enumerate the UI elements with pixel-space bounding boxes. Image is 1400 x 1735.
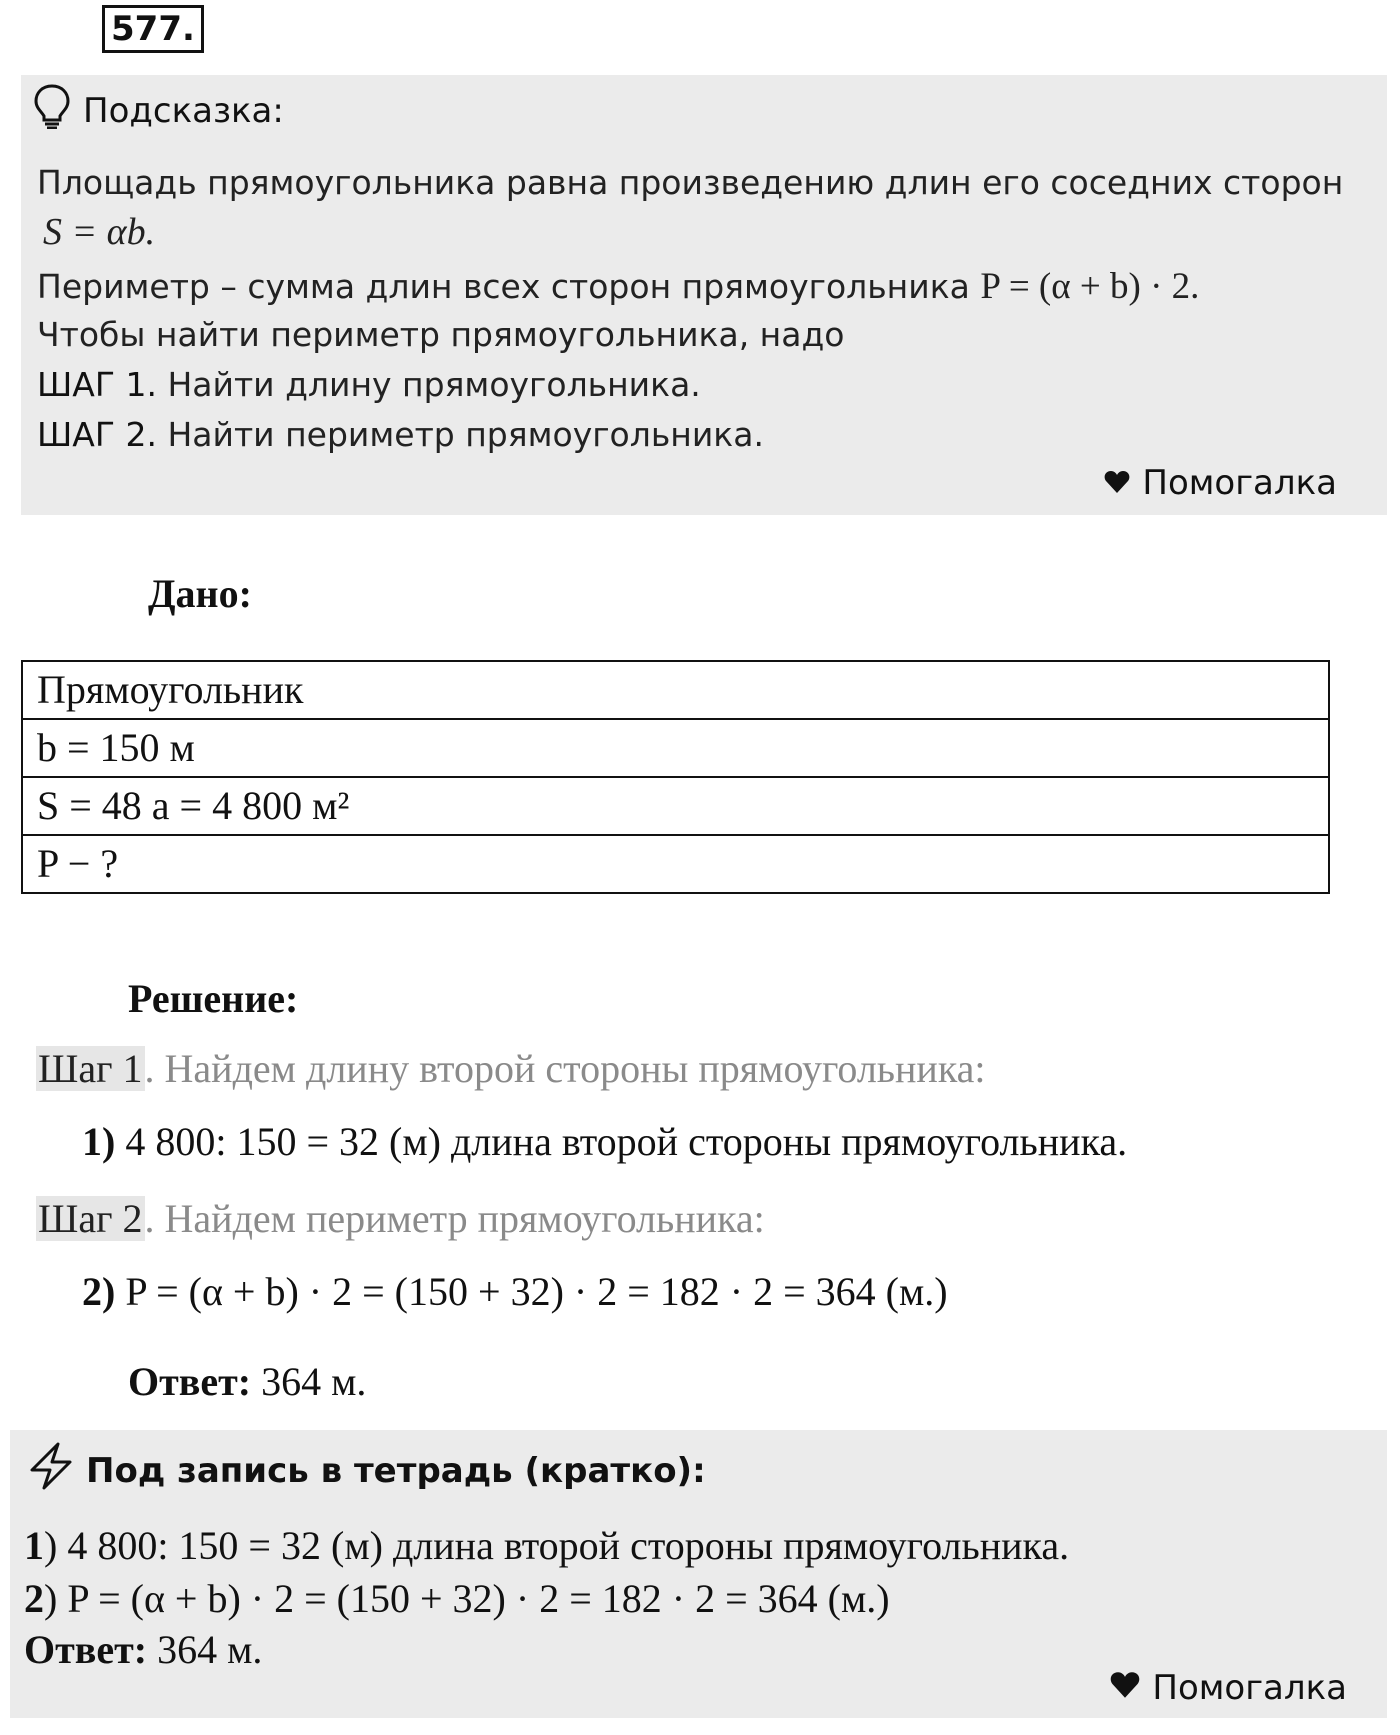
given-row-1: Прямоугольник <box>22 661 1329 719</box>
given-row-4: P − ? <box>22 835 1329 893</box>
hint-brand <box>1104 463 1337 503</box>
step-1-tag: Шаг 1 <box>38 1046 143 1091</box>
calc-2: 2) P = (α + b) · 2 = (150 + 32) · 2 = 182 · 2 = 364 (м.) <box>82 1269 948 1314</box>
hint-formula-area: S = αb. <box>43 211 156 253</box>
hint-step-1: ШАГ 1. Найти длину прямоугольника. <box>37 365 701 404</box>
given-row-3: S = 48 а = 4 800 м² <box>22 777 1329 835</box>
brand-label: Помогалка <box>1142 463 1337 503</box>
task-number: 577. <box>102 5 204 53</box>
short-line-1: 1) 4 800: 150 = 32 (м) длина второй стороны прямоугольника. <box>24 1523 1070 1568</box>
short-brand <box>1110 1668 1347 1708</box>
hint-title: Подсказка: <box>83 90 284 131</box>
short-notes-box <box>10 1430 1387 1718</box>
short-answer: Ответ: 364 м. <box>24 1627 263 1672</box>
hint-formula-perimeter: P = (α + b) · 2. <box>980 266 1200 307</box>
hint-box <box>21 75 1387 515</box>
solution-answer: Ответ: 364 м. <box>128 1359 367 1404</box>
lightning-icon <box>28 1442 86 1499</box>
table-row <box>22 777 1329 835</box>
table-row <box>22 835 1329 893</box>
calc-1: 1) 4 800: 150 = 32 (м) длина второй стороны прямоугольника. <box>82 1119 1128 1164</box>
heart-icon <box>1104 463 1142 503</box>
hint-header <box>33 83 284 138</box>
solution-step-2: Шаг 2. Найдем периметр прямоугольника: <box>38 1196 765 1241</box>
short-line-2: 2) P = (α + b) · 2 = (150 + 32) · 2 = 182 · 2 = 364 (м.) <box>24 1576 890 1621</box>
solution-step-1: Шаг 1. Найдем длину второй стороны прямоугольника: <box>38 1046 986 1091</box>
hint-line-3: Периметр – сумма длин всех сторон прямоугольника P = (α + b) · 2. <box>37 266 1200 307</box>
solution-title: Решение: <box>128 976 299 1021</box>
hint-step-2: ШАГ 2. Найти периметр прямоугольника. <box>37 415 764 454</box>
short-header <box>28 1442 706 1499</box>
table-row <box>22 719 1329 777</box>
short-title: Под запись в тетрадь (кратко): <box>86 1450 706 1491</box>
given-row-2: b = 150 м <box>22 719 1329 777</box>
table-row <box>22 661 1329 719</box>
given-title: Дано: <box>148 571 252 616</box>
brand-label: Помогалка <box>1152 1668 1347 1708</box>
lightbulb-icon <box>33 83 83 138</box>
hint-line-1: Площадь прямоугольника равна произведению длин его соседних сторон <box>37 163 1344 202</box>
given-table <box>21 660 1330 894</box>
heart-icon <box>1110 1668 1152 1708</box>
hint-line-4: Чтобы найти периметр прямоугольника, надо <box>37 315 845 354</box>
step-2-tag: Шаг 2 <box>38 1196 143 1241</box>
